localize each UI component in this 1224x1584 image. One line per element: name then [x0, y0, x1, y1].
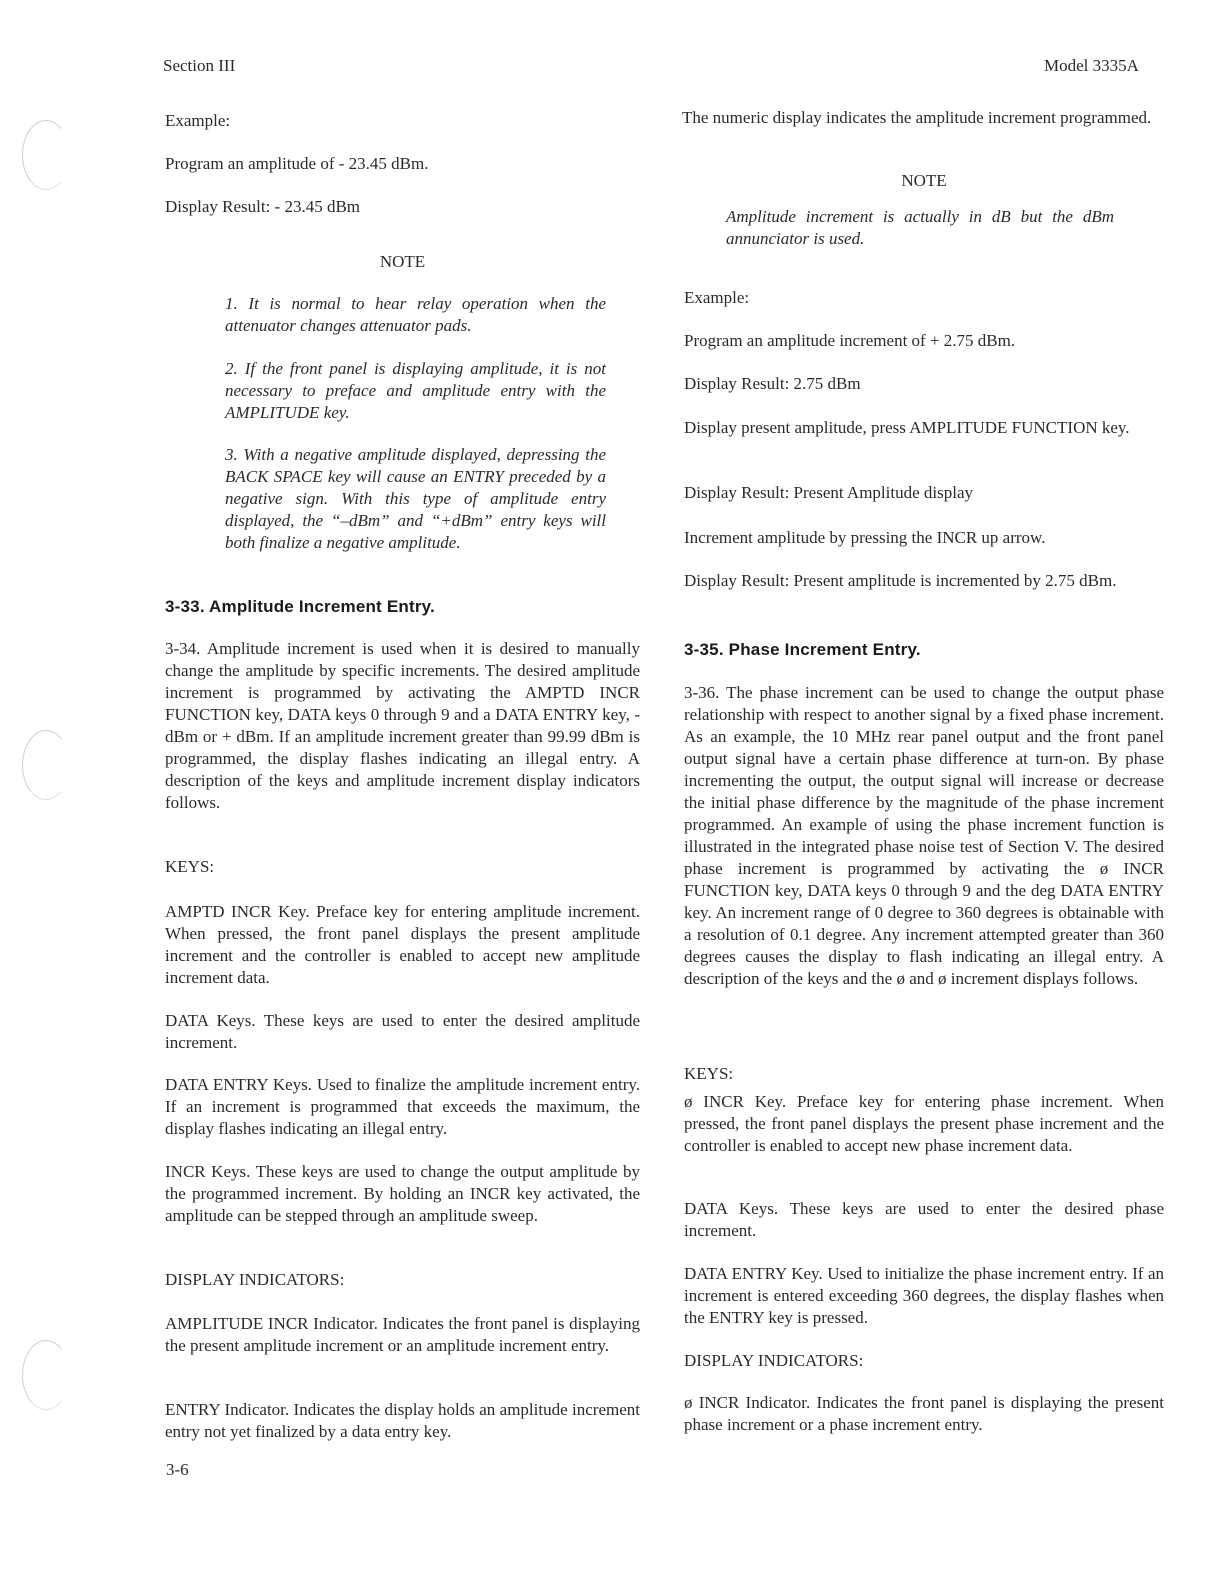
display-present-line: Display present amplitude, press AMPLITUDE FUNCTION key.: [684, 418, 1130, 437]
display-result-3: Display Result: Present amplitude is incremented by 2.75 dBm.: [684, 571, 1117, 590]
binder-hole-decoration: [22, 1340, 70, 1410]
display-result: Display Result: - 23.45 dBm: [165, 197, 361, 216]
amplitude-incr-indicator-description: AMPLITUDE INCR Indicator. Indicates the front panel is displaying the present amplitude increment or an amplitude increment entry.: [165, 1314, 640, 1355]
phase-incr-indicator-description: ø INCR Indicator. Indicates the front panel is displaying the present phase increment or a phase increment entry.: [684, 1393, 1164, 1434]
display-result-1: Display Result: 2.75 dBm: [684, 374, 861, 393]
entry-indicator-description: ENTRY Indicator. Indicates the display holds an amplitude increment entry not yet finalized by a data entry key.: [165, 1400, 640, 1441]
example-label: Example:: [684, 288, 750, 307]
paragraph-3-36: 3-36. The phase increment can be used to change the output phase relationship with respect to another signal by a fixed phase increment. As an example, the 10 MHz rear panel output and the front panel output signal have a certain phase difference at turn-on. By phase incrementing the output, the output signal will increase or decrease the initial phase difference by the magnitude of the phase increment programmed. An example of using the phase increment function is illustrated in the integrated phase noise test of Section V. The desired phase increment is programmed by activating the ø INCR FUNCTION key, DATA keys 0 through 9 and the deg DATA ENTRY key. An increment range of 0 degree to 360 degrees is obtainable with a resolution of 0.1 degree. Any increment attempted greater than 360 degrees causes the display to flash indicating an illegal entry. A description of the keys and the ø and ø increment displays follows.: [684, 683, 1164, 988]
intro-text: The numeric display indicates the amplitude increment programmed.: [682, 108, 1152, 127]
binder-hole-decoration: [22, 120, 70, 190]
phase-incr-key-description: ø INCR Key. Preface key for entering phase increment. When pressed, the front panel displays the present phase increment and the controller is enabled to accept new phase increment data.: [684, 1092, 1164, 1155]
display-indicators-label: DISPLAY INDICATORS:: [684, 1351, 864, 1370]
program-line: Program an amplitude increment of + 2.75 dBm.: [684, 331, 1016, 350]
section-heading-3-33: 3-33. Amplitude Increment Entry.: [165, 597, 435, 616]
data-entry-keys-description: DATA ENTRY Keys. Used to finalize the amplitude increment entry. If an increment is programmed that exceeds the maximum, the display flashes indicating an illegal entry.: [165, 1075, 640, 1138]
note-title: NOTE: [901, 171, 947, 190]
note-text: Amplitude increment is actually in dB but the dBm annunciator is used.: [726, 207, 1114, 248]
paragraph-3-34: 3-34. Amplitude increment is used when it is desired to manually change the amplitude by specific increments. The desired amplitude increment is programmed by activating the AMPTD INCR FUNCTION key, DATA keys 0 through 9 and a DATA ENTRY key, - dBm or + dBm. If an amplitude increment greater than 99.99 dBm is programmed, the display flashes indicating an illegal entry. A description of the keys and amplitude increment display indicators follows.: [165, 639, 640, 812]
note-title: NOTE: [379, 252, 426, 271]
model-header: Model 3335A: [1044, 56, 1139, 75]
display-indicators-label: DISPLAY INDICATORS:: [165, 1270, 345, 1289]
amptd-incr-key-description: AMPTD INCR Key. Preface key for entering amplitude increment. When pressed, the front panel displays the present amplitude increment and the controller is enabled to accept new amplitude increment data.: [165, 902, 640, 987]
display-result-2: Display Result: Present Amplitude display: [684, 483, 973, 502]
data-keys-description: DATA Keys. These keys are used to enter the desired amplitude increment.: [165, 1011, 640, 1052]
increment-line: Increment amplitude by pressing the INCR up arrow.: [684, 528, 1046, 547]
note-item-1: 1. It is normal to hear relay operation when the attenuator changes attenuator pads.: [225, 294, 606, 335]
data-entry-key-description: DATA ENTRY Key. Used to initialize the phase increment entry. If an increment is entered exceeding 360 degrees, the display flashes when the ENTRY key is pressed.: [684, 1264, 1164, 1327]
program-line: Program an amplitude of - 23.45 dBm.: [165, 154, 429, 173]
example-label: Example:: [165, 111, 231, 130]
page-number: 3-6: [166, 1460, 189, 1479]
keys-label: KEYS:: [684, 1064, 734, 1083]
section-header: Section III: [163, 56, 236, 75]
note-item-3: 3. With a negative amplitude displayed, depressing the BACK SPACE key will cause an ENTRY preceded by a negative sign. With this type of amplitude entry displayed, the “–dBm” and “+dBm” entry keys will both finalize a negative amplitude.: [225, 445, 606, 552]
data-keys-description: DATA Keys. These keys are used to enter the desired phase increment.: [684, 1199, 1164, 1240]
incr-keys-description: INCR Keys. These keys are used to change the output amplitude by the programmed increment. By holding an INCR key activated, the amplitude can be stepped through an amplitude sweep.: [165, 1162, 640, 1225]
section-heading-3-35: 3-35. Phase Increment Entry.: [684, 640, 921, 659]
keys-label: KEYS:: [165, 857, 215, 876]
note-item-2: 2. If the front panel is displaying amplitude, it is not necessary to preface and amplitude entry with the AMPLITUDE key.: [225, 359, 606, 422]
binder-hole-decoration: [22, 730, 70, 800]
